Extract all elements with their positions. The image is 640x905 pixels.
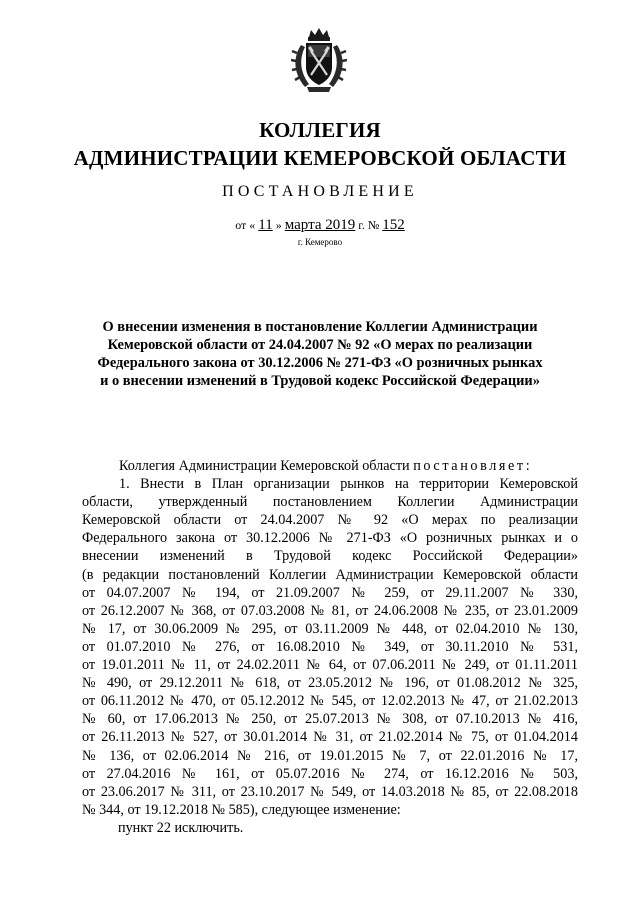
body-line: Федерального закона от 30.12.2006 № 271-ФЗ «О розничных рынках и о	[82, 530, 578, 547]
body-line: № 17, от 30.06.2009 № 295, от 03.11.2009 № 448, от 02.04.2010 № 130,	[82, 620, 578, 637]
organization-name-line1: КОЛЛЕГИЯ	[259, 118, 381, 142]
title-line: и о внесении изменений в Трудовой кодекс Российской Федерации»	[100, 373, 540, 389]
date-close-quote: »	[275, 218, 282, 232]
document-number: 152	[382, 217, 405, 233]
body-line: № 136, от 02.06.2014 № 216, от 19.01.2015 № 7, от 22.01.2016 № 17,	[82, 747, 578, 764]
body-final-line: пункт 22 исключить.	[118, 819, 244, 836]
date-from-word: от	[235, 218, 247, 232]
body-line: от 01.07.2010 № 276, от 16.08.2010 № 349, от 30.11.2010 № 531,	[82, 638, 578, 655]
organization-name-line2: АДМИНИСТРАЦИИ КЕМЕРОВСКОЙ ОБЛАСТИ	[73, 146, 567, 170]
date-month-year: марта 2019	[284, 217, 356, 233]
body-line: внесении изменений в Трудовой кодекс Российской Федерации»	[82, 548, 578, 565]
body-line: области, утвержденный постановлением Коллегии Администрации	[82, 494, 578, 511]
body-line: № 344, от 19.12.2018 № 585), следующее изменение:	[82, 801, 401, 818]
body-intro-start: Коллегия Администрации Кемеровской области	[119, 458, 410, 474]
document-body	[82, 457, 578, 837]
body-line: (в редакции постановлений Коллегии Администрации Кемеровской области	[82, 566, 578, 583]
body-line: от 27.04.2016 № 161, от 05.07.2016 № 274, от 16.12.2016 № 503,	[82, 765, 578, 782]
title-line: Кемеровской области от 24.04.2007 № 92 «О мерах по реализации	[107, 337, 533, 353]
title-line: Федерального закона от 30.12.2006 № 271-ФЗ «О розничных рынках	[97, 355, 543, 371]
body-line: № 490, от 29.12.2011 № 618, от 23.05.2012 № 196, от 01.08.2012 № 325,	[82, 675, 578, 692]
body-intro-line	[82, 457, 578, 475]
body-line: 1. Внести в План организации рынков на территории Кемеровской	[119, 476, 578, 493]
body-line: от 26.12.2007 № 368, от 07.03.2008 № 81, от 24.06.2008 № 235, от 23.01.2009	[82, 602, 578, 619]
document-title	[70, 318, 570, 390]
body-intro-verb: постановляет:	[413, 458, 533, 474]
title-line: О внесении изменения в постановление Коллегии Администрации	[102, 319, 538, 335]
date-year-suffix: г.	[358, 218, 365, 232]
number-sign: №	[367, 218, 380, 232]
city-name: г. Кемерово	[297, 237, 343, 247]
date-open-quote: «	[249, 218, 256, 232]
coat-of-arms-emblem	[291, 27, 347, 95]
date-day: 11	[258, 217, 273, 233]
body-line: № 60, от 17.06.2013 № 250, от 25.07.2013 № 308, от 07.10.2013 № 416,	[82, 711, 578, 728]
document-type: ПОСТАНОВЛЕНИЕ	[222, 183, 418, 200]
body-line: от 19.01.2011 № 11, от 24.02.2011 № 64, от 07.06.2011 № 249, от 01.11.2011	[82, 657, 578, 674]
body-line: от 26.11.2013 № 527, от 30.01.2014 № 31, от 21.02.2014 № 75, от 01.04.2014	[82, 729, 578, 746]
body-line: от 06.11.2012 № 470, от 05.12.2012 № 545, от 12.02.2013 № 47, от 21.02.2013	[82, 693, 578, 710]
body-line: от 04.07.2007 № 194, от 21.09.2007 № 259, от 29.11.2007 № 330,	[82, 584, 578, 601]
body-line: от 23.06.2017 № 311, от 23.10.2017 № 549, от 14.03.2018 № 85, от 22.08.2018	[82, 783, 578, 800]
date-number-line	[0, 217, 640, 234]
body-line: Кемеровской области от 24.04.2007 № 92 «О мерах по реализации	[82, 512, 578, 529]
